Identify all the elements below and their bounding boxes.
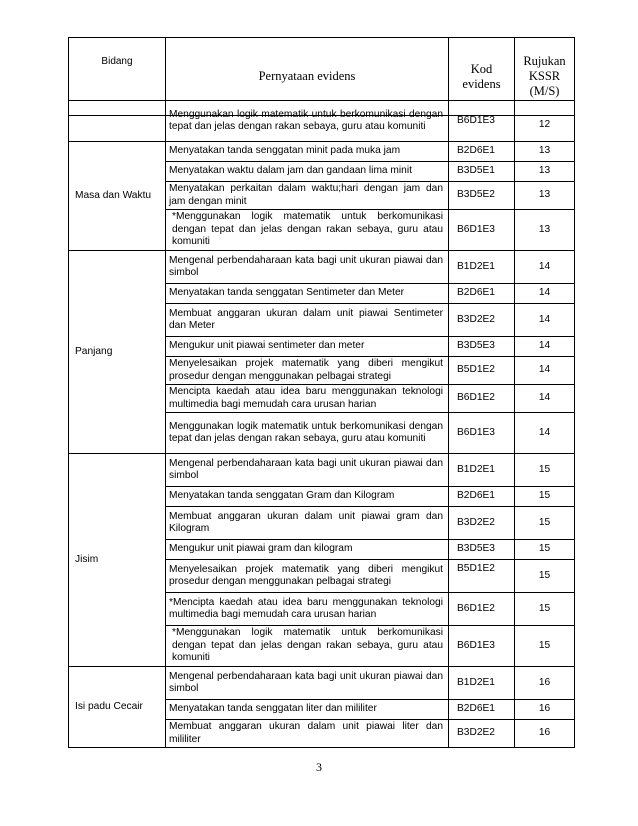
statement-cell: Mengukur unit piawai gram dan kilogram: [166, 540, 449, 560]
statement-cell: Menyatakan tanda senggatan Sentimeter dan Meter: [166, 284, 449, 304]
statement-cell: Menggunakan logik matematik untuk berkomunikasi dengan tepat dan jelas dengan rakan sebaya, guru atau komuniti: [166, 101, 449, 142]
rujukan-cell: 12: [515, 101, 575, 142]
kod-evidens-cell: B1D2E1: [449, 454, 515, 487]
statement-cell: *Mencipta kaedah atau idea baru menggunakan teknologi multimedia bagi memudah cara urusan harian: [166, 593, 449, 626]
statement-cell: Membuat anggaran ukuran dalam unit piawai Sentimeter dan Meter: [166, 304, 449, 337]
statement-cell: Menggunakan logik matematik untuk berkomunikasi dengan tepat dan jelas dengan rakan sebaya, guru atau komuniti: [166, 413, 449, 454]
header-pernyataan: Pernyataan evidens: [166, 38, 449, 116]
table-row: [69, 667, 575, 700]
rujukan-cell: 14: [515, 284, 575, 304]
statement-cell: Membuat anggaran ukuran dalam unit piawai gram dan Kilogram: [166, 507, 449, 540]
kod-evidens-cell: B3D2E2: [449, 720, 515, 748]
rujukan-cell: 13: [515, 182, 575, 210]
statement-cell: Menyatakan tanda senggatan Gram dan Kilogram: [166, 487, 449, 507]
rujukan-cell: 16: [515, 667, 575, 700]
rujukan-cell: 14: [515, 304, 575, 337]
header-kod-line2: evidens: [462, 76, 501, 91]
kod-evidens-cell: B6D1E3: [449, 413, 515, 454]
statement-cell: Menyatakan tanda senggatan minit pada muka jam: [166, 142, 449, 162]
bidang-cell: [69, 101, 166, 142]
kod-evidens-cell: B6D1E3: [449, 101, 515, 142]
statement-cell: Mengenal perbendaharaan kata bagi unit ukuran piawai dan simbol: [166, 251, 449, 284]
header-rujukan-line1: Rujukan: [523, 54, 566, 68]
rujukan-cell: 13: [515, 162, 575, 182]
rujukan-cell: 13: [515, 142, 575, 162]
evidence-table: [68, 100, 575, 748]
bidang-cell: Masa dan Waktu: [69, 142, 166, 251]
rujukan-cell: 13: [515, 210, 575, 251]
rujukan-cell: 15: [515, 507, 575, 540]
statement-cell: Menyelesaikan projek matematik yang diberi mengikut prosedur dengan menggunakan pelbagai strategi: [166, 357, 449, 385]
rujukan-cell: 15: [515, 626, 575, 667]
statement-cell: Mengenal perbendaharaan kata bagi unit ukuran piawai dan simbol: [166, 667, 449, 700]
rujukan-cell: 14: [515, 357, 575, 385]
header-kod-line1: Kod: [470, 61, 493, 76]
table-row: [69, 142, 575, 162]
header-bidang: Bidang: [69, 38, 166, 116]
statement-cell: *Menggunakan logik matematik untuk berkomunikasi dengan tepat dan jelas dengan rakan sebaya, guru atau komuniti: [166, 210, 449, 251]
kod-evidens-cell: B3D5E3: [449, 337, 515, 357]
rujukan-cell: 16: [515, 720, 575, 748]
statement-cell: Mengenal perbendaharaan kata bagi unit ukuran piawai dan simbol: [166, 454, 449, 487]
statement-cell: Mencipta kaedah atau idea baru menggunakan teknologi multimedia bagi memudah cara urusan harian: [166, 385, 449, 413]
rujukan-cell: 15: [515, 540, 575, 560]
kod-evidens-cell: B1D2E1: [449, 251, 515, 284]
kod-evidens-cell: B2D6E1: [449, 487, 515, 507]
kod-evidens-cell: B6D1E3: [449, 210, 515, 251]
bidang-cell: Panjang: [69, 251, 166, 454]
bidang-cell: Isi padu Cecair: [69, 667, 166, 748]
table-row: [69, 251, 575, 284]
kod-evidens-cell: B3D5E1: [449, 162, 515, 182]
statement-cell: Menyatakan perkaitan dalam waktu;hari dengan jam dan jam dengan minit: [166, 182, 449, 210]
kod-evidens-cell: B3D5E2: [449, 182, 515, 210]
rujukan-cell: 14: [515, 337, 575, 357]
statement-cell: *Menggunakan logik matematik untuk berkomunikasi dengan tepat dan jelas dengan rakan sebaya, guru atau komuniti: [166, 626, 449, 667]
kod-evidens-cell: B3D5E3: [449, 540, 515, 560]
rujukan-cell: 14: [515, 413, 575, 454]
header-rujukan-line3: (M/S): [529, 84, 560, 98]
table-row: [69, 101, 575, 142]
statement-cell: Menyatakan waktu dalam jam dan gandaan lima minit: [166, 162, 449, 182]
kod-evidens-cell: B1D2E1: [449, 667, 515, 700]
kod-evidens-cell: B3D2E2: [449, 507, 515, 540]
statement-cell: Menyelesaikan projek matematik yang diberi mengikut prosedur dengan menggunakan pelbagai strategi: [166, 560, 449, 593]
kod-evidens-cell: B2D6E1: [449, 142, 515, 162]
bidang-cell: Jisim: [69, 454, 166, 667]
kod-evidens-cell: B6D1E2: [449, 385, 515, 413]
rujukan-cell: 15: [515, 454, 575, 487]
kod-evidens-cell: B6D1E2: [449, 593, 515, 626]
rujukan-cell: 14: [515, 385, 575, 413]
statement-cell: Mengukur unit piawai sentimeter dan meter: [166, 337, 449, 357]
kod-evidens-cell: B2D6E1: [449, 700, 515, 720]
kod-evidens-cell: B3D2E2: [449, 304, 515, 337]
kod-evidens-cell: B2D6E1: [449, 284, 515, 304]
statement-cell: Menyatakan tanda senggatan liter dan mililiter: [166, 700, 449, 720]
header-rujukan-line2: KSSR: [528, 69, 561, 83]
table-row: [69, 454, 575, 487]
rujukan-cell: 15: [515, 560, 575, 593]
kod-evidens-cell: B6D1E3: [449, 626, 515, 667]
statement-cell: Membuat anggaran ukuran dalam unit piawai liter dan mililiter: [166, 720, 449, 748]
rujukan-cell: 14: [515, 251, 575, 284]
rujukan-cell: 15: [515, 487, 575, 507]
rujukan-cell: 16: [515, 700, 575, 720]
rujukan-cell: 15: [515, 593, 575, 626]
kod-evidens-cell: B5D1E2: [449, 560, 515, 593]
kod-evidens-cell: B5D1E2: [449, 357, 515, 385]
page-number: 3: [316, 760, 322, 774]
